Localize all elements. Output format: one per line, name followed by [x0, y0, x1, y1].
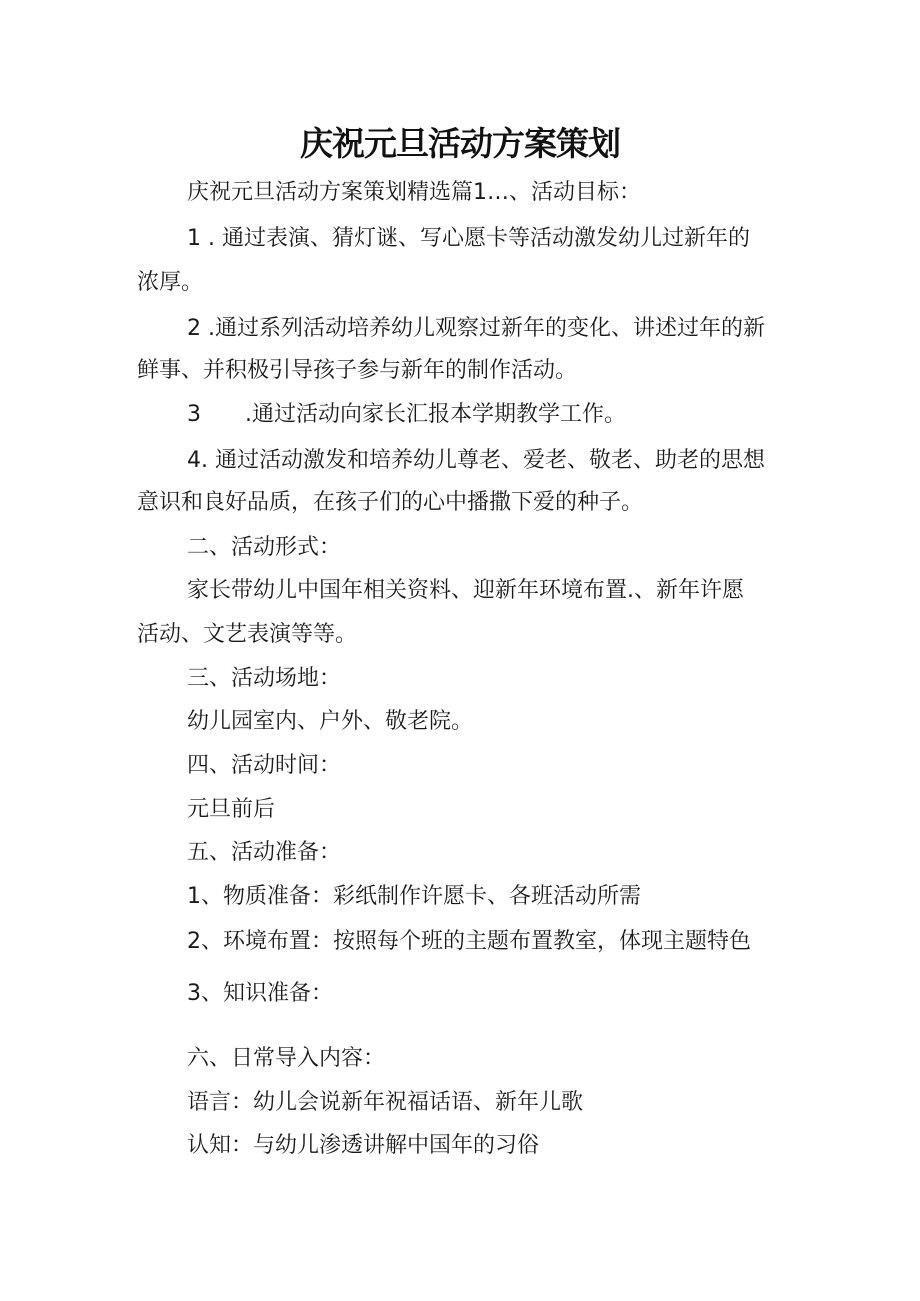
section-6-heading: 六、日常导入内容：	[187, 1046, 386, 1071]
section-4-content: 元旦前后	[187, 797, 276, 822]
goal-1-line-2: 浓厚。	[137, 270, 204, 295]
goal-2-line-1: 2 .通过系列活动培养幼儿观察过新年的变化、讲述过年的新	[187, 316, 765, 341]
goal-1-line-1: 1 . 通过表演、猜灯谜、写心愿卡等活动激发幼儿过新年的	[187, 226, 750, 251]
prep-item-3: 3、知识准备：	[187, 981, 333, 1006]
section-2-heading: 二、活动形式：	[187, 535, 342, 560]
prep-item-1: 1、物质准备：彩纸制作许愿卡、各班活动所需	[187, 884, 641, 909]
content-language: 语言：幼儿会说新年祝福话语、新年儿歌	[187, 1090, 584, 1115]
paragraph-intro: 庆祝元旦活动方案策划精选篇1…、活动目标：	[187, 180, 641, 205]
document-title: 庆祝元旦活动方案策划	[300, 124, 620, 163]
content-cognition: 认知：与幼儿渗透讲解中国年的习俗	[187, 1133, 540, 1158]
section-4-heading: 四、活动时间：	[187, 753, 342, 778]
section-3-heading: 三、活动场地：	[187, 666, 342, 691]
goal-4-line-1: 4. 通过活动激发和培养幼儿尊老、爱老、敬老、助老的思想	[187, 448, 765, 473]
section-2-line-1: 家长带幼儿中国年相关资料、迎新年环境布置.、新年许愿	[187, 578, 744, 603]
section-3-content: 幼儿园室内、户外、敬老院。	[187, 709, 474, 734]
section-5-heading: 五、活动准备：	[187, 840, 342, 865]
goal-3-line: 3 .通过活动向家长汇报本学期教学工作。	[187, 402, 626, 427]
section-2-line-2: 活动、文艺表演等等。	[137, 622, 358, 647]
goal-2-line-2: 鲜事、并积极引导孩子参与新年的制作活动。	[137, 358, 578, 383]
goal-4-line-2: 意识和良好品质，在孩子们的心中播撒下爱的种子。	[137, 490, 644, 515]
prep-item-2: 2、环境布置：按照每个班的主题布置教室，体现主题特色	[187, 929, 751, 954]
